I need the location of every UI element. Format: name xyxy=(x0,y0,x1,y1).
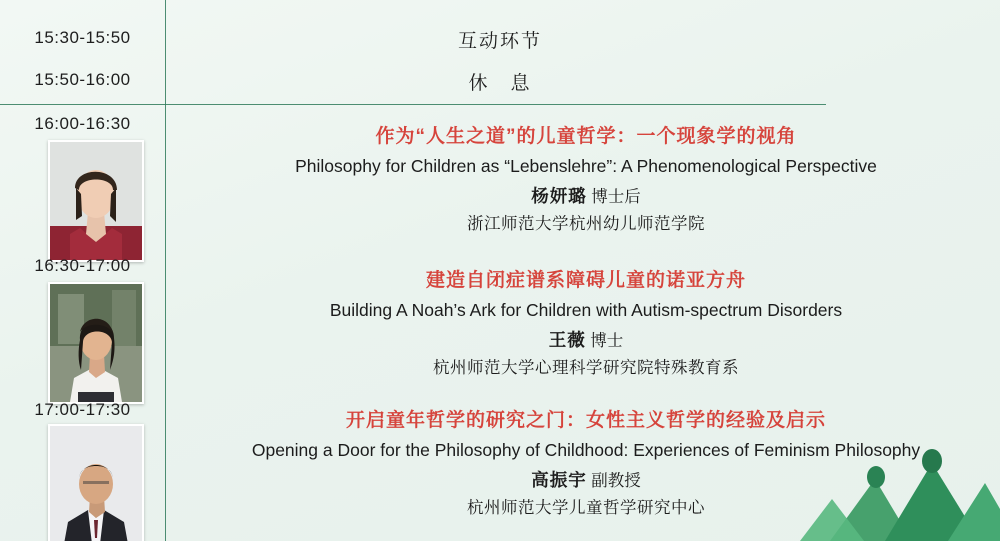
vertical-divider xyxy=(165,0,166,541)
talk-title-en-1: Philosophy for Children as “Lebenslehre”: A Phenomenological Perspective xyxy=(295,155,877,176)
speaker-name-2: 王薇 xyxy=(548,330,586,351)
time-slot-5: 17:00-17:30 xyxy=(34,400,131,419)
speaker-name-3: 高振宇 xyxy=(531,470,587,491)
speaker-line-1 xyxy=(180,184,992,209)
time-slot-3: 16:00-16:30 xyxy=(34,114,131,133)
talk-block-2 xyxy=(180,268,992,380)
speaker-line-2 xyxy=(180,328,992,353)
speaker-line-3 xyxy=(180,468,992,493)
horizontal-divider xyxy=(0,104,826,105)
speaker-photo-1 xyxy=(48,140,144,262)
speaker-affiliation-3: 杭州师范大学儿童哲学研究中心 xyxy=(467,499,705,518)
talk-title-en-2: Building A Noah’s Ark for Children with Autism-spectrum Disorders xyxy=(329,299,843,320)
session-title-2: 休 息 xyxy=(468,73,532,94)
speaker-affiliation-2: 杭州师范大学心理科学研究院特殊教育系 xyxy=(433,359,739,378)
talk-title-en-3: Opening a Door for the Philosophy of Childhood: Experiences of Feminism Philosophy xyxy=(251,439,921,460)
session-title-1: 互动环节 xyxy=(457,31,542,52)
speaker-rank-1: 博士后 xyxy=(591,188,641,207)
speaker-affiliation-1: 浙江师范大学杭州幼儿师范学院 xyxy=(467,215,705,234)
speaker-rank-2: 博士 xyxy=(590,332,624,351)
time-slot-1: 15:30-15:50 xyxy=(34,28,131,47)
time-slot-2: 15:50-16:00 xyxy=(34,70,131,89)
talk-title-cn-3: 开启童年哲学的研究之门：女性主义哲学的经验及启示 xyxy=(345,410,826,431)
talk-block-1 xyxy=(180,124,992,236)
talk-title-cn-2: 建造自闭症谱系障碍儿童的诺亚方舟 xyxy=(425,270,746,291)
talk-title-cn-1: 作为“人生之道”的儿童哲学：一个现象学的视角 xyxy=(375,126,797,147)
talk-block-3 xyxy=(180,408,992,520)
time-slot-4: 16:30-17:00 xyxy=(34,256,131,275)
speaker-photo-2 xyxy=(48,282,144,404)
speaker-name-1: 杨妍璐 xyxy=(531,186,587,207)
speaker-rank-3: 副教授 xyxy=(591,472,641,491)
speaker-photo-3 xyxy=(48,424,144,541)
